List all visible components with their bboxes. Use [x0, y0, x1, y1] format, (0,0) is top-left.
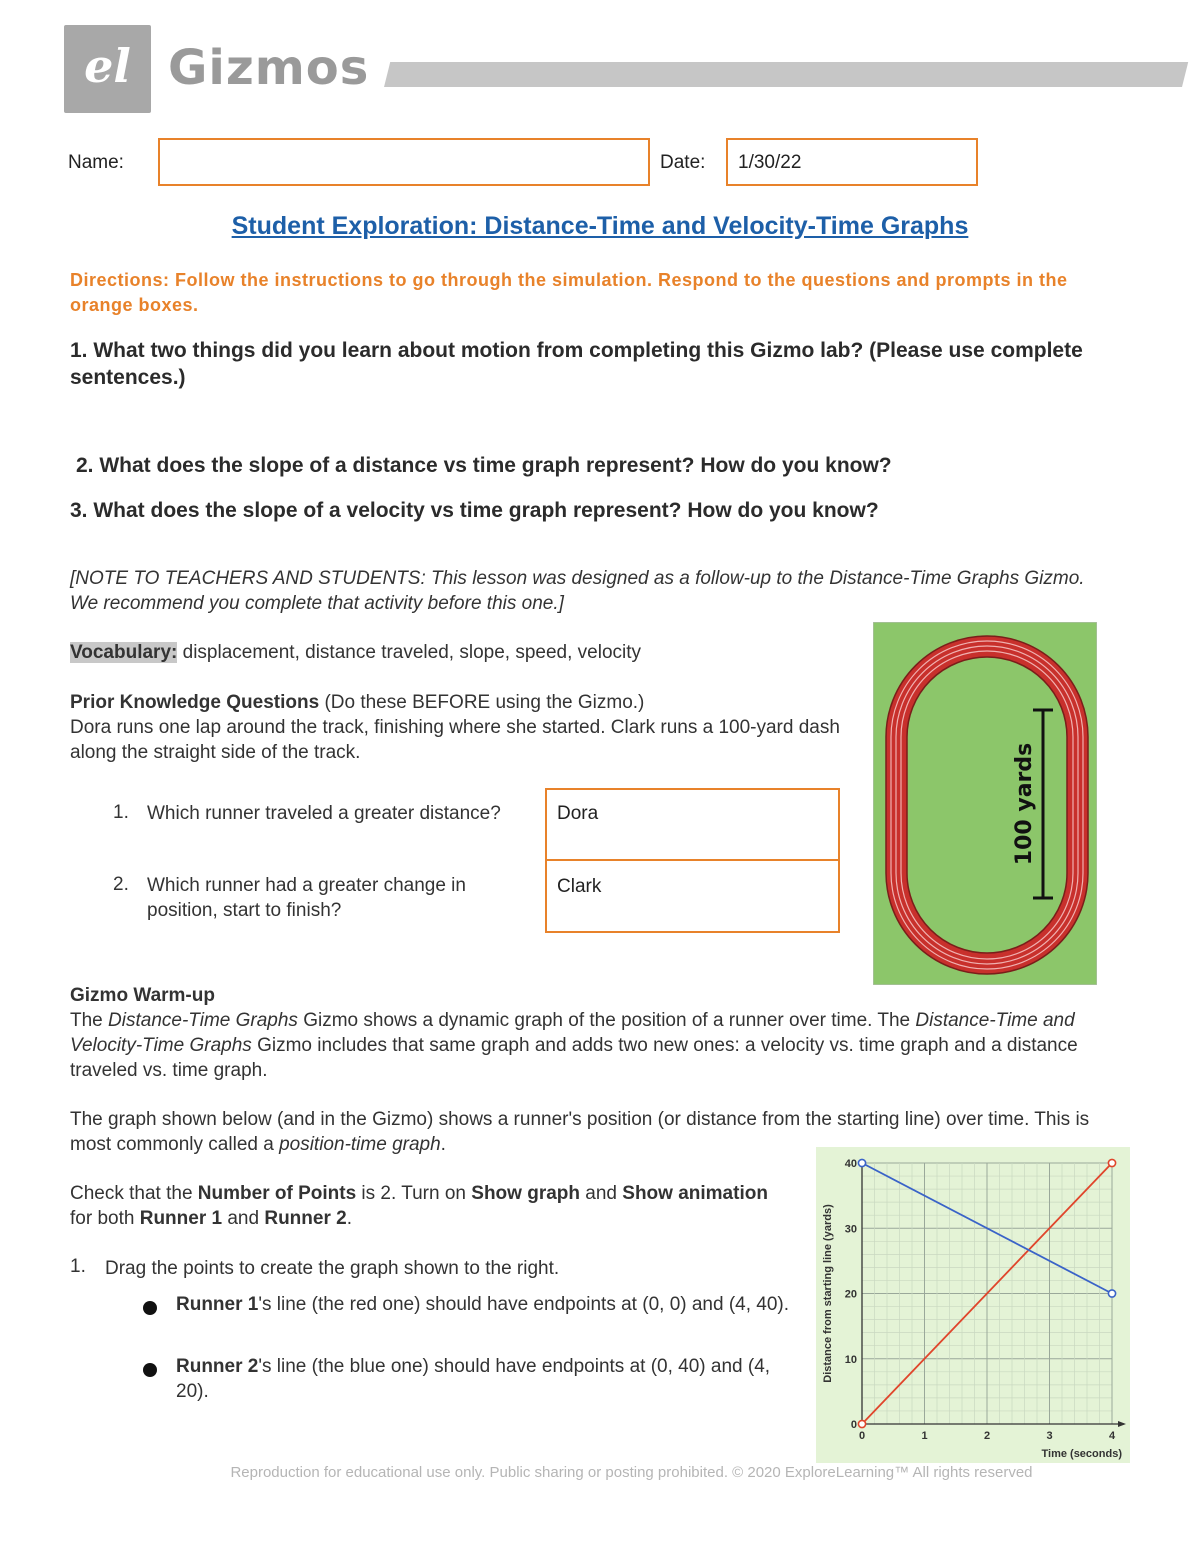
vocabulary-terms: displacement, distance traveled, slope, speed, velocity: [182, 642, 642, 663]
warmup-paragraph-1: The Distance-Time Graphs Gizmo shows a dynamic graph of the position of a runner over time. The Distance-Time and Velocity-Time Graphs Gizmo includes that same graph and adds two new ones: a velocity vs. time graph and a distance traveled vs. time graph.: [70, 1010, 1078, 1081]
warmup-step-number: 1.: [70, 1256, 86, 1277]
warmup-paragraph-3: Check that the Number of Points is 2. Turn on Show graph and Show animation for both Runner 1 and Runner 2.: [70, 1183, 768, 1229]
series-point-runner-2: [858, 1159, 865, 1166]
x-axis-label: Time (seconds): [1041, 1448, 1122, 1460]
teacher-note: [NOTE TO TEACHERS AND STUDENTS: This lesson was designed as a follow-up to the Distance-Time Graphs Gizmo. We recommend you complete that activity before this one.]: [70, 568, 1085, 614]
y-tick-label: 20: [844, 1288, 857, 1301]
series-point-runner-1: [1108, 1159, 1115, 1166]
track-distance-label: 100 yards: [1012, 742, 1037, 866]
prior-heading: Prior Knowledge Questions: [70, 692, 320, 713]
prior-answer-2-box[interactable]: [545, 859, 840, 933]
header-bar: [384, 62, 1188, 87]
name-field[interactable]: [158, 138, 650, 186]
vocabulary-line: [70, 640, 641, 665]
bullet-dot-1: [143, 1301, 157, 1315]
question-1: 1. What two things did you learn about motion from completing this Gizmo lab? (Please use complete sentences.): [70, 339, 1083, 389]
y-axis-label: Distance from starting line (yards): [822, 1204, 834, 1383]
position-time-chart: [816, 1147, 1130, 1463]
runner-2-instruction: Runner 2's line (the blue one) should have endpoints at (0, 40) and (4, 20).: [176, 1356, 771, 1402]
prior-item-2-number: 2.: [113, 874, 129, 895]
series-point-runner-2: [1108, 1290, 1115, 1297]
date-value: 1/30/22: [738, 152, 802, 173]
y-tick-label: 40: [844, 1158, 857, 1170]
x-tick-label: 3: [1046, 1430, 1053, 1442]
name-label: Name:: [68, 152, 124, 173]
series-point-runner-1: [858, 1420, 865, 1427]
y-tick-label: 10: [844, 1353, 857, 1366]
warmup-block: [70, 983, 1130, 1083]
y-tick-label: 0: [850, 1419, 857, 1431]
date-field[interactable]: [726, 138, 978, 186]
vocabulary-label: Vocabulary:: [70, 642, 178, 663]
warmup-paragraph-2: The graph shown below (and in the Gizmo) shows a runner's position (or distance from the starting line) over time. This is most commonly called a position-time graph.: [70, 1109, 1090, 1155]
page-title: Student Exploration: Distance-Time and Velocity-Time Graphs: [231, 212, 969, 240]
prior-answer-2: Clark: [557, 876, 602, 897]
prior-knowledge-block: [70, 690, 860, 765]
x-tick-label: 0: [858, 1430, 866, 1442]
x-tick-label: 2: [983, 1430, 991, 1442]
x-tick-label: 4: [1108, 1430, 1116, 1442]
prior-item-1-number: 1.: [113, 802, 129, 823]
question-3: 3. What does the slope of a velocity vs time graph represent? How do you know?: [70, 499, 879, 522]
prior-answer-1-box[interactable]: [545, 788, 840, 861]
track-image: [873, 622, 1097, 985]
bullet-dot-2: [143, 1363, 157, 1377]
x-tick-label: 1: [921, 1430, 928, 1442]
question-2: 2. What does the slope of a distance vs time graph represent? How do you know?: [76, 454, 892, 477]
date-label: Date:: [660, 152, 706, 173]
y-tick-label: 30: [844, 1223, 857, 1236]
logo-mark: el: [64, 25, 151, 113]
prior-intro: Dora runs one lap around the track, finishing where she started. Clark runs a 100-yard dash along the straight side of the track.: [70, 717, 840, 763]
directions-text: Directions: Follow the instructions to go through the simulation. Respond to the questions and prompts in the orange boxes.: [70, 270, 1068, 315]
warmup-heading: Gizmo Warm-up: [70, 985, 215, 1006]
warmup-step-text: Drag the points to create the graph shown to the right.: [105, 1258, 560, 1279]
prior-heading-suffix: (Do these BEFORE using the Gizmo.): [324, 692, 645, 713]
prior-item-1-question: Which runner traveled a greater distance?: [147, 803, 501, 824]
prior-answer-1: Dora: [557, 803, 599, 824]
prior-item-2-question: Which runner had a greater change in position, start to finish?: [147, 875, 466, 921]
runner-1-instruction: Runner 1's line (the red one) should have endpoints at (0, 0) and (4, 40).: [176, 1294, 790, 1315]
brand-name: Gizmos: [168, 40, 370, 96]
footer-copyright: Reproduction for educational use only. Public sharing or posting prohibited. © 2020 ExploreLearning™ All rights reserved: [230, 1464, 1033, 1481]
